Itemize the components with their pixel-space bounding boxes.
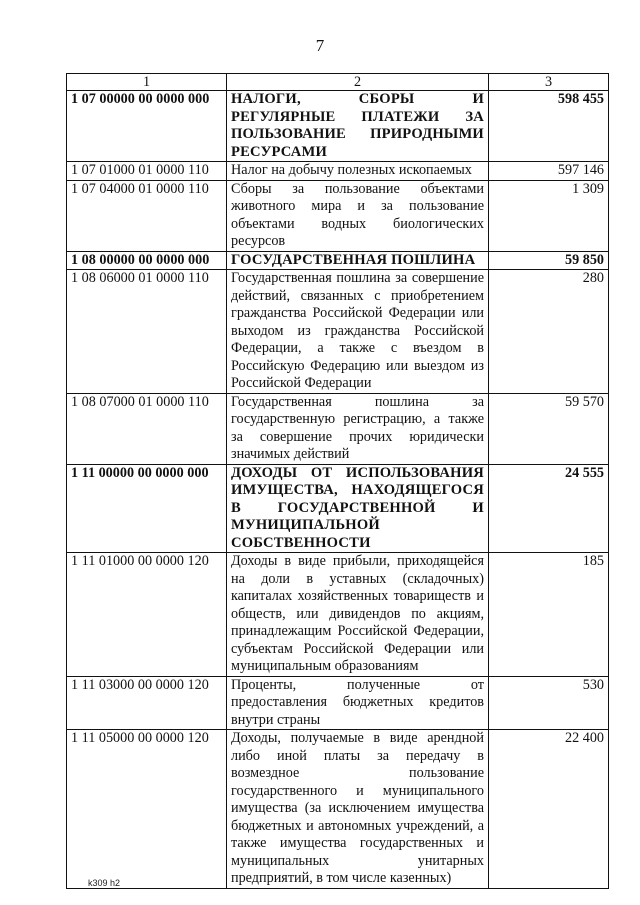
table-row: [67, 553, 609, 677]
budget-code: 1 11 00000 00 0000 000: [67, 464, 227, 553]
budget-code: 1 11 01000 00 0000 120: [67, 553, 227, 677]
table-row: [67, 180, 609, 251]
revenue-amount: 597 146: [489, 162, 609, 181]
budget-code: 1 08 06000 01 0000 110: [67, 270, 227, 394]
revenue-amount: 1 309: [489, 180, 609, 251]
budget-code: 1 08 07000 01 0000 110: [67, 393, 227, 464]
revenue-name: ДОХОДЫ ОТ ИСПОЛЬЗОВАНИЯ ИМУЩЕСТВА, НАХОДЯЩЕГОСЯ В ГОСУДАРСТВЕННОЙ И МУНИЦИПАЛЬНОЙ СОБСТВЕННОСТИ: [227, 464, 489, 553]
revenue-amount: 24 555: [489, 464, 609, 553]
revenue-name: НАЛОГИ, СБОРЫ И РЕГУЛЯРНЫЕ ПЛАТЕЖИ ЗА ПОЛЬЗОВАНИЕ ПРИРОДНЫМИ РЕСУРСАМИ: [227, 91, 489, 162]
budget-code: 1 11 05000 00 0000 120: [67, 730, 227, 889]
table-row: [67, 393, 609, 464]
budget-code: 1 07 00000 00 0000 000: [67, 91, 227, 162]
table-row: [67, 91, 609, 162]
budget-code: 1 07 04000 01 0000 110: [67, 180, 227, 251]
revenue-amount: 598 455: [489, 91, 609, 162]
revenue-name: Налог на добычу полезных ископаемых: [227, 162, 489, 181]
budget-revenue-table: [66, 73, 609, 889]
revenue-name: Проценты, полученные от предоставления бюджетных кредитов внутри страны: [227, 676, 489, 730]
revenue-name: Доходы, получаемые в виде арендной либо иной платы за передачу в возмездное пользование государственного и муниципального имущества (за исключением имущества бюджетных и автономных учреждений, а также имущества государственных и муниципальных унитарных предприятий, в том числе казенных): [227, 730, 489, 889]
revenue-name: Сборы за пользование объектами животного мира и за пользование объектами водных биологических ресурсов: [227, 180, 489, 251]
header-col-1: 1: [67, 74, 227, 91]
table-header-row: [67, 74, 609, 91]
revenue-amount: 59 850: [489, 251, 609, 270]
revenue-amount: 22 400: [489, 730, 609, 889]
revenue-amount: 530: [489, 676, 609, 730]
revenue-name: Доходы в виде прибыли, приходящейся на доли в уставных (складочных) капиталах хозяйственных товариществ и обществ, или дивидендов по акциям, принадлежащим Российской Федерации, субъектам Российской Федерации или муниципальным образованиям: [227, 553, 489, 677]
table-row: [67, 251, 609, 270]
revenue-name: Государственная пошлина за государственную регистрацию, а также за совершение прочих юридически значимых действий: [227, 393, 489, 464]
table-row: [67, 730, 609, 889]
table-row: [67, 162, 609, 181]
budget-code: 1 07 01000 01 0000 110: [67, 162, 227, 181]
budget-code: 1 08 00000 00 0000 000: [67, 251, 227, 270]
budget-code: 1 11 03000 00 0000 120: [67, 676, 227, 730]
header-col-2: 2: [227, 74, 489, 91]
revenue-amount: 59 570: [489, 393, 609, 464]
revenue-amount: 280: [489, 270, 609, 394]
table-row: [67, 676, 609, 730]
document-footer-code: k309 h2: [88, 878, 121, 888]
page-number: 7: [315, 36, 325, 55]
revenue-amount: 185: [489, 553, 609, 677]
revenue-name: Государственная пошлина за совершение действий, связанных с приобретением гражданства Российской Федерации или выходом из гражданства Российской Федерации, а также с въездом в Российскую Федерацию или выездом из Российской Федерации: [227, 270, 489, 394]
revenue-name: ГОСУДАРСТВЕННАЯ ПОШЛИНА: [227, 251, 489, 270]
header-col-3: 3: [489, 74, 609, 91]
table-row: [67, 464, 609, 553]
table-row: [67, 270, 609, 394]
